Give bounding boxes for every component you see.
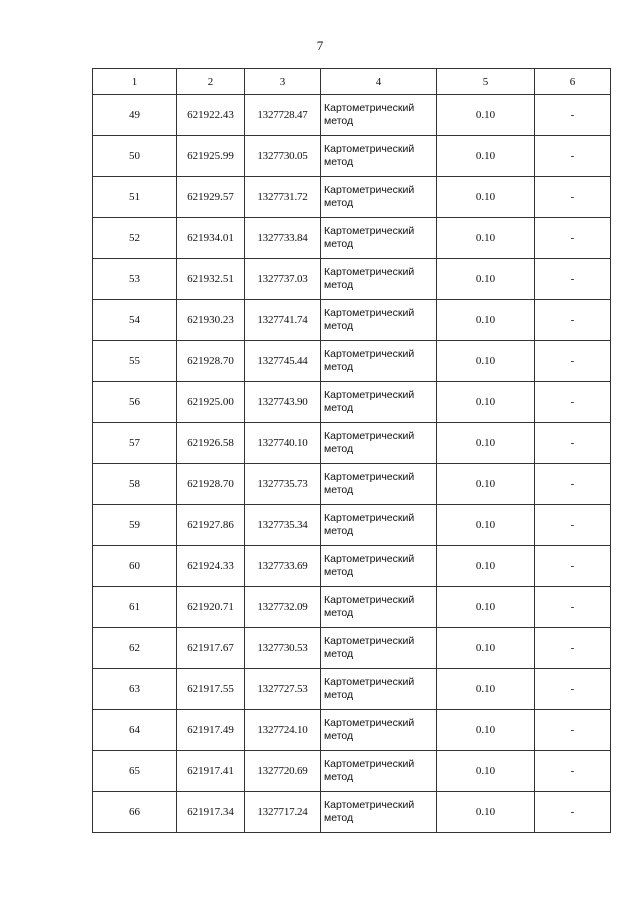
point-number-cell: 58	[93, 464, 177, 505]
method-line-1: Картометрический	[324, 307, 415, 319]
method-cell	[321, 341, 437, 382]
method-line-1: Картометрический	[324, 266, 415, 278]
note-cell: -	[535, 177, 611, 218]
method-cell	[321, 587, 437, 628]
table-row	[93, 259, 611, 300]
y-coordinate-cell: 1327743.90	[245, 382, 321, 423]
header-col-1: 1	[93, 69, 177, 95]
accuracy-cell: 0.10	[437, 546, 535, 587]
table-row	[93, 423, 611, 464]
y-coordinate-cell: 1327727.53	[245, 669, 321, 710]
table-row	[93, 300, 611, 341]
x-coordinate-cell: 621927.86	[177, 505, 245, 546]
note-cell: -	[535, 587, 611, 628]
note-cell: -	[535, 136, 611, 177]
y-coordinate-cell: 1327732.09	[245, 587, 321, 628]
x-coordinate-cell: 621917.34	[177, 792, 245, 833]
x-coordinate-cell: 621932.51	[177, 259, 245, 300]
note-cell: -	[535, 505, 611, 546]
x-coordinate-cell: 621920.71	[177, 587, 245, 628]
table-row	[93, 382, 611, 423]
method-cell	[321, 669, 437, 710]
point-number-cell: 63	[93, 669, 177, 710]
note-cell: -	[535, 95, 611, 136]
header-col-2: 2	[177, 69, 245, 95]
method-line-1: Картометрический	[324, 102, 415, 114]
x-coordinate-cell: 621926.58	[177, 423, 245, 464]
y-coordinate-cell: 1327733.84	[245, 218, 321, 259]
point-number-cell: 51	[93, 177, 177, 218]
accuracy-cell: 0.10	[437, 751, 535, 792]
method-line-1: Картометрический	[324, 389, 415, 401]
table-row	[93, 341, 611, 382]
method-line-1: Картометрический	[324, 635, 415, 647]
method-line-2: метод	[324, 361, 354, 373]
y-coordinate-cell: 1327741.74	[245, 300, 321, 341]
method-line-1: Картометрический	[324, 799, 415, 811]
method-line-1: Картометрический	[324, 676, 415, 688]
x-coordinate-cell: 621925.99	[177, 136, 245, 177]
x-coordinate-cell: 621917.41	[177, 751, 245, 792]
point-number-cell: 65	[93, 751, 177, 792]
y-coordinate-cell: 1327717.24	[245, 792, 321, 833]
page-number: 7	[316, 38, 324, 53]
x-coordinate-cell: 621917.49	[177, 710, 245, 751]
header-col-4: 4	[321, 69, 437, 95]
accuracy-cell: 0.10	[437, 628, 535, 669]
method-line-2: метод	[324, 812, 354, 824]
table-row	[93, 792, 611, 833]
y-coordinate-cell: 1327730.05	[245, 136, 321, 177]
accuracy-cell: 0.10	[437, 177, 535, 218]
point-number-cell: 62	[93, 628, 177, 669]
y-coordinate-cell: 1327730.53	[245, 628, 321, 669]
note-cell: -	[535, 464, 611, 505]
x-coordinate-cell: 621929.57	[177, 177, 245, 218]
accuracy-cell: 0.10	[437, 464, 535, 505]
table-row	[93, 95, 611, 136]
header-col-5: 5	[437, 69, 535, 95]
note-cell: -	[535, 669, 611, 710]
method-line-2: метод	[324, 115, 354, 127]
method-line-1: Картометрический	[324, 143, 415, 155]
x-coordinate-cell: 621917.55	[177, 669, 245, 710]
accuracy-cell: 0.10	[437, 382, 535, 423]
note-cell: -	[535, 382, 611, 423]
table-body	[93, 95, 611, 833]
method-line-2: метод	[324, 443, 354, 455]
method-line-1: Картометрический	[324, 348, 415, 360]
x-coordinate-cell: 621925.00	[177, 382, 245, 423]
accuracy-cell: 0.10	[437, 341, 535, 382]
point-number-cell: 64	[93, 710, 177, 751]
method-cell	[321, 751, 437, 792]
table-row	[93, 587, 611, 628]
method-cell	[321, 505, 437, 546]
method-line-2: метод	[324, 484, 354, 496]
note-cell: -	[535, 546, 611, 587]
method-line-2: метод	[324, 730, 354, 742]
method-cell	[321, 710, 437, 751]
point-number-cell: 61	[93, 587, 177, 628]
y-coordinate-cell: 1327731.72	[245, 177, 321, 218]
point-number-cell: 52	[93, 218, 177, 259]
x-coordinate-cell: 621934.01	[177, 218, 245, 259]
method-line-2: метод	[324, 279, 354, 291]
point-number-cell: 66	[93, 792, 177, 833]
header-col-3: 3	[245, 69, 321, 95]
method-line-2: метод	[324, 566, 354, 578]
method-line-1: Картометрический	[324, 430, 415, 442]
method-line-2: метод	[324, 771, 354, 783]
method-cell	[321, 218, 437, 259]
point-number-cell: 53	[93, 259, 177, 300]
method-line-2: метод	[324, 689, 354, 701]
method-cell	[321, 628, 437, 669]
header-col-6: 6	[535, 69, 611, 95]
table-row	[93, 505, 611, 546]
method-line-2: метод	[324, 525, 354, 537]
method-cell	[321, 95, 437, 136]
y-coordinate-cell: 1327724.10	[245, 710, 321, 751]
accuracy-cell: 0.10	[437, 218, 535, 259]
note-cell: -	[535, 423, 611, 464]
y-coordinate-cell: 1327720.69	[245, 751, 321, 792]
note-cell: -	[535, 628, 611, 669]
y-coordinate-cell: 1327735.34	[245, 505, 321, 546]
table-row	[93, 177, 611, 218]
method-line-2: метод	[324, 402, 354, 414]
table-row	[93, 628, 611, 669]
method-cell	[321, 382, 437, 423]
accuracy-cell: 0.10	[437, 587, 535, 628]
method-line-2: метод	[324, 607, 354, 619]
table-header-row	[93, 69, 611, 95]
method-line-1: Картометрический	[324, 594, 415, 606]
note-cell: -	[535, 259, 611, 300]
point-number-cell: 49	[93, 95, 177, 136]
x-coordinate-cell: 621928.70	[177, 341, 245, 382]
method-cell	[321, 792, 437, 833]
method-line-1: Картометрический	[324, 225, 415, 237]
accuracy-cell: 0.10	[437, 792, 535, 833]
y-coordinate-cell: 1327740.10	[245, 423, 321, 464]
method-line-1: Картометрический	[324, 471, 415, 483]
accuracy-cell: 0.10	[437, 423, 535, 464]
coordinates-table	[92, 68, 611, 833]
table-row	[93, 464, 611, 505]
method-cell	[321, 177, 437, 218]
note-cell: -	[535, 710, 611, 751]
method-line-2: метод	[324, 156, 354, 168]
table-row	[93, 669, 611, 710]
x-coordinate-cell: 621930.23	[177, 300, 245, 341]
note-cell: -	[535, 300, 611, 341]
method-line-2: метод	[324, 238, 354, 250]
y-coordinate-cell: 1327745.44	[245, 341, 321, 382]
x-coordinate-cell: 621928.70	[177, 464, 245, 505]
method-line-1: Картометрический	[324, 184, 415, 196]
method-cell	[321, 423, 437, 464]
x-coordinate-cell: 621924.33	[177, 546, 245, 587]
table-row	[93, 136, 611, 177]
method-line-2: метод	[324, 197, 354, 209]
point-number-cell: 57	[93, 423, 177, 464]
y-coordinate-cell: 1327733.69	[245, 546, 321, 587]
accuracy-cell: 0.10	[437, 669, 535, 710]
point-number-cell: 56	[93, 382, 177, 423]
table-row	[93, 218, 611, 259]
y-coordinate-cell: 1327735.73	[245, 464, 321, 505]
accuracy-cell: 0.10	[437, 95, 535, 136]
y-coordinate-cell: 1327737.03	[245, 259, 321, 300]
point-number-cell: 59	[93, 505, 177, 546]
accuracy-cell: 0.10	[437, 136, 535, 177]
method-cell	[321, 136, 437, 177]
method-line-1: Картометрический	[324, 512, 415, 524]
note-cell: -	[535, 341, 611, 382]
method-cell	[321, 546, 437, 587]
accuracy-cell: 0.10	[437, 505, 535, 546]
method-line-1: Картометрический	[324, 717, 415, 729]
x-coordinate-cell: 621917.67	[177, 628, 245, 669]
table-row	[93, 751, 611, 792]
accuracy-cell: 0.10	[437, 300, 535, 341]
method-line-1: Картометрический	[324, 758, 415, 770]
method-line-2: метод	[324, 320, 354, 332]
note-cell: -	[535, 218, 611, 259]
method-cell	[321, 300, 437, 341]
method-cell	[321, 259, 437, 300]
method-line-2: метод	[324, 648, 354, 660]
accuracy-cell: 0.10	[437, 259, 535, 300]
table-row	[93, 710, 611, 751]
point-number-cell: 50	[93, 136, 177, 177]
point-number-cell: 60	[93, 546, 177, 587]
x-coordinate-cell: 621922.43	[177, 95, 245, 136]
note-cell: -	[535, 751, 611, 792]
point-number-cell: 54	[93, 300, 177, 341]
y-coordinate-cell: 1327728.47	[245, 95, 321, 136]
method-cell	[321, 464, 437, 505]
point-number-cell: 55	[93, 341, 177, 382]
table-row	[93, 546, 611, 587]
method-line-1: Картометрический	[324, 553, 415, 565]
note-cell: -	[535, 792, 611, 833]
accuracy-cell: 0.10	[437, 710, 535, 751]
